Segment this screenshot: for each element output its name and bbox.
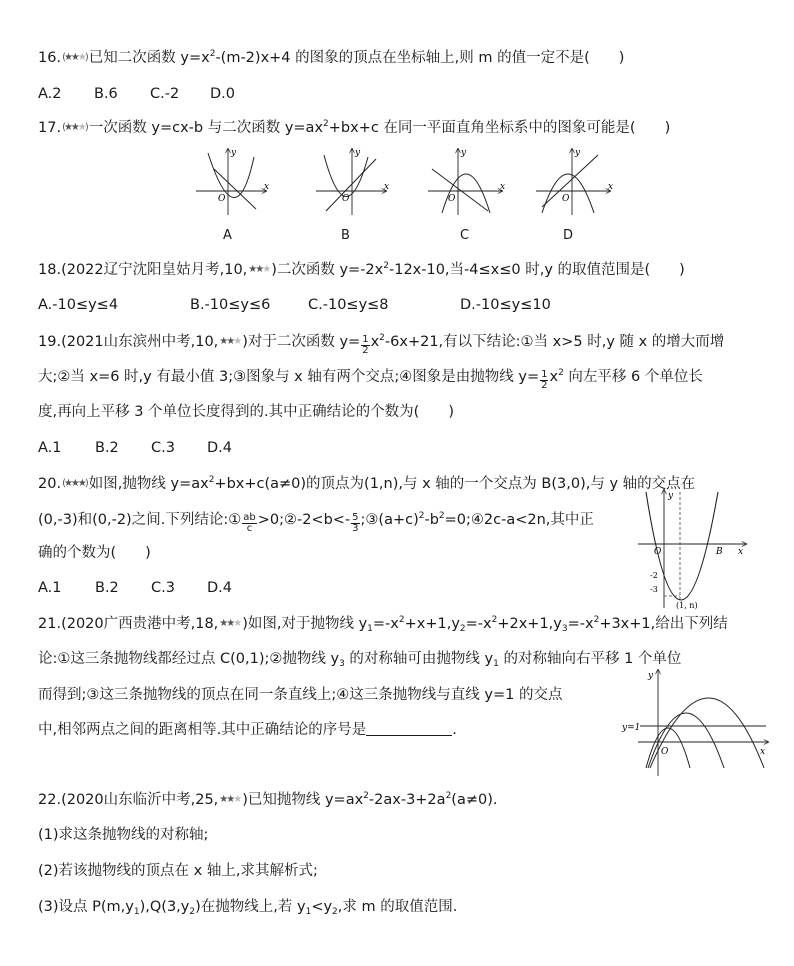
figure-d-label: D xyxy=(563,228,574,243)
difficulty-stars-icon: (★★★) xyxy=(62,478,87,489)
question-18: 18.(2022辽宁沈阳皇姑月考,10,★★★ )二次函数 $y=-2x^2-12x-10$,当-4≤x≤0 时,y 的取值范围是( ) xyxy=(38,261,685,278)
difficulty-stars-icon: (★★★) xyxy=(62,122,87,133)
answer-blank[interactable] xyxy=(366,721,452,736)
figure-c[interactable] xyxy=(428,148,505,215)
question-21-line-4: 中,相邻两点之间的距离相等.其中正确结论的序号是 . xyxy=(38,722,457,738)
svg-text:O: O xyxy=(342,194,350,204)
svg-text:y: y xyxy=(461,148,467,158)
svg-text:O: O xyxy=(562,194,570,204)
svg-text:O: O xyxy=(661,747,669,757)
fraction-ab-over-c: $\frac{ab}{c}$ xyxy=(243,512,256,534)
difficulty-stars-icon: ★★★ xyxy=(219,618,241,629)
figure-b-label: B xyxy=(341,228,350,243)
q19-option-b[interactable]: B.2 xyxy=(95,440,119,456)
svg-text:y: y xyxy=(648,671,654,681)
svg-text:-2: -2 xyxy=(650,571,658,580)
question-22-part-1: (1)求这条抛物线的对称轴; xyxy=(38,827,209,843)
question-21-line-1: 21.(2020广西贵港中考,18,★★★ )如图,对于抛物线 $y_1=-x^2+x+1,y_2=-x^2+2x+1,y_3=-x^2+3x+1$,给出下列结 xyxy=(38,615,728,634)
q20-option-a[interactable]: A.1 xyxy=(38,580,62,596)
svg-text:y: y xyxy=(575,148,581,158)
fraction-five-thirds: $\frac{5}{3}$ xyxy=(352,512,359,534)
fraction-one-half: $\frac{1}{2}$ xyxy=(541,369,548,391)
svg-text:x: x xyxy=(760,747,766,757)
question-21-line-2: 论:①这三条抛物线都经过点 C(0,1);②抛物线 $y_3$ 的对称轴可由抛物线 $y_1$ 的对称轴向右平移 1 个单位 xyxy=(38,651,682,669)
svg-text:O: O xyxy=(654,547,662,557)
fraction-one-half: $\frac{1}{2}$ xyxy=(362,334,369,356)
question-19-line-2: 大;②当 x=6 时,y 有最小值 3;③图象与 x 轴有两个交点;④图象是由抛物线 y= $\frac{1}{2}$ $x^2$ 向左平移 6 个单位长 xyxy=(38,368,703,391)
question-21-line-3: 而得到;③这三条抛物线的顶点在同一条直线上;④这三条抛物线与直线 y=1 的交点 xyxy=(38,687,563,703)
q16-option-c[interactable]: C.-2 xyxy=(150,86,180,102)
figure-b[interactable] xyxy=(316,148,389,215)
q20-parabola-figure xyxy=(636,488,748,610)
q16-option-d[interactable]: D.0 xyxy=(210,86,235,102)
svg-text:x: x xyxy=(264,182,270,192)
svg-text:x: x xyxy=(384,182,390,192)
svg-text:O: O xyxy=(218,194,226,204)
svg-text:y: y xyxy=(355,148,361,158)
question-16: 16.(★★★) 已知二次函数 $y=x^2-(m-2)x+4$ 的图象的顶点在坐标轴上,则 m 的值一定不是( ) xyxy=(38,49,625,66)
q20-option-b[interactable]: B.2 xyxy=(95,580,119,596)
q16-option-b[interactable]: B.6 xyxy=(94,86,118,102)
question-17: 17.(★★★) 一次函数 y=cx-b 与二次函数 $y=ax^2+bx+c$ 在同一平面直角坐标系中的图象可能是( ) xyxy=(38,119,671,136)
q19-options xyxy=(38,438,232,458)
question-20-line-1: 20.(★★★) 如图,抛物线 $y=ax^2+bx+c(a\ne 0)$的顶点为(1,n),与 x 轴的一个交点为 B(3,0),与 y 轴的交点在 xyxy=(38,475,696,492)
figure-a-label: A xyxy=(223,228,232,243)
question-20-line-2: (0,-3)和(0,-2)之间.下列结论:① $\frac{ab}{c}$ >0;②-2<b<- $\frac{5}{3}$ $;③(a+c)^2-b^2=0;④2c-a<2n$,其中正 xyxy=(38,511,594,534)
q20-option-d[interactable]: D.4 xyxy=(207,580,232,596)
svg-text:x: x xyxy=(608,182,614,192)
question-19-line-1: 19.(2021山东滨州中考,10,★★★ )对于二次函数 y= $\frac{1}{2}$ $x^2-6x+21$,有以下结论:①当 x>5 时,y 随 x 的增大而增 xyxy=(38,333,725,356)
difficulty-stars-icon: ★★★ xyxy=(248,264,270,275)
svg-text:-3: -3 xyxy=(650,585,658,594)
figure-c-label: C xyxy=(460,228,470,243)
q19-option-d[interactable]: D.4 xyxy=(207,440,232,456)
q21-parabolas-figure xyxy=(620,668,770,778)
svg-text:y: y xyxy=(231,148,237,158)
q20-options xyxy=(38,578,232,598)
q18-option-b[interactable]: B.-10≤y≤6 xyxy=(190,297,271,313)
figure-d[interactable] xyxy=(536,148,613,215)
svg-text:x: x xyxy=(738,547,744,557)
q17-figures xyxy=(196,145,614,217)
q20-option-c[interactable]: C.3 xyxy=(151,580,175,596)
svg-text:x: x xyxy=(500,182,506,192)
question-22-part-3: (3)设点 $P(m,y_1),Q(3,y_2)$在抛物线上,若 $y_1<y_2$,求 m 的取值范围. xyxy=(38,899,458,917)
q18-option-a[interactable]: A.-10≤y≤4 xyxy=(38,297,119,313)
svg-text:y: y xyxy=(668,491,674,501)
question-22-part-2: (2)若该抛物线的顶点在 x 轴上,求其解析式; xyxy=(38,863,318,879)
svg-text:(1, n): (1, n) xyxy=(676,601,698,610)
difficulty-stars-icon: ★★★ xyxy=(219,794,241,805)
question-19-line-3: 度,再向上平移 3 个单位长度得到的.其中正确结论的个数为( ) xyxy=(38,404,454,420)
q19-option-a[interactable]: A.1 xyxy=(38,440,62,456)
q19-option-c[interactable]: C.3 xyxy=(151,440,175,456)
question-20-line-3: 确的个数为( ) xyxy=(38,545,151,561)
figure-a[interactable] xyxy=(196,148,269,215)
svg-text:y=1: y=1 xyxy=(622,723,641,733)
difficulty-stars-icon: ★★★ xyxy=(219,336,241,347)
q16-options xyxy=(38,84,235,104)
svg-text:B: B xyxy=(716,547,723,557)
difficulty-stars-icon: (★★★) xyxy=(62,52,87,63)
q18-option-d[interactable]: D.-10≤y≤10 xyxy=(460,297,551,313)
question-22-line-1: 22.(2020山东临沂中考,25,★★★ )已知抛物线 $y=ax^2-2ax-3+2a^2(a\ne 0)$. xyxy=(38,791,498,808)
q16-option-a[interactable]: A.2 xyxy=(38,86,62,102)
q18-option-c[interactable]: C.-10≤y≤8 xyxy=(308,297,389,313)
q18-options xyxy=(38,295,551,315)
svg-text:O: O xyxy=(448,194,456,204)
